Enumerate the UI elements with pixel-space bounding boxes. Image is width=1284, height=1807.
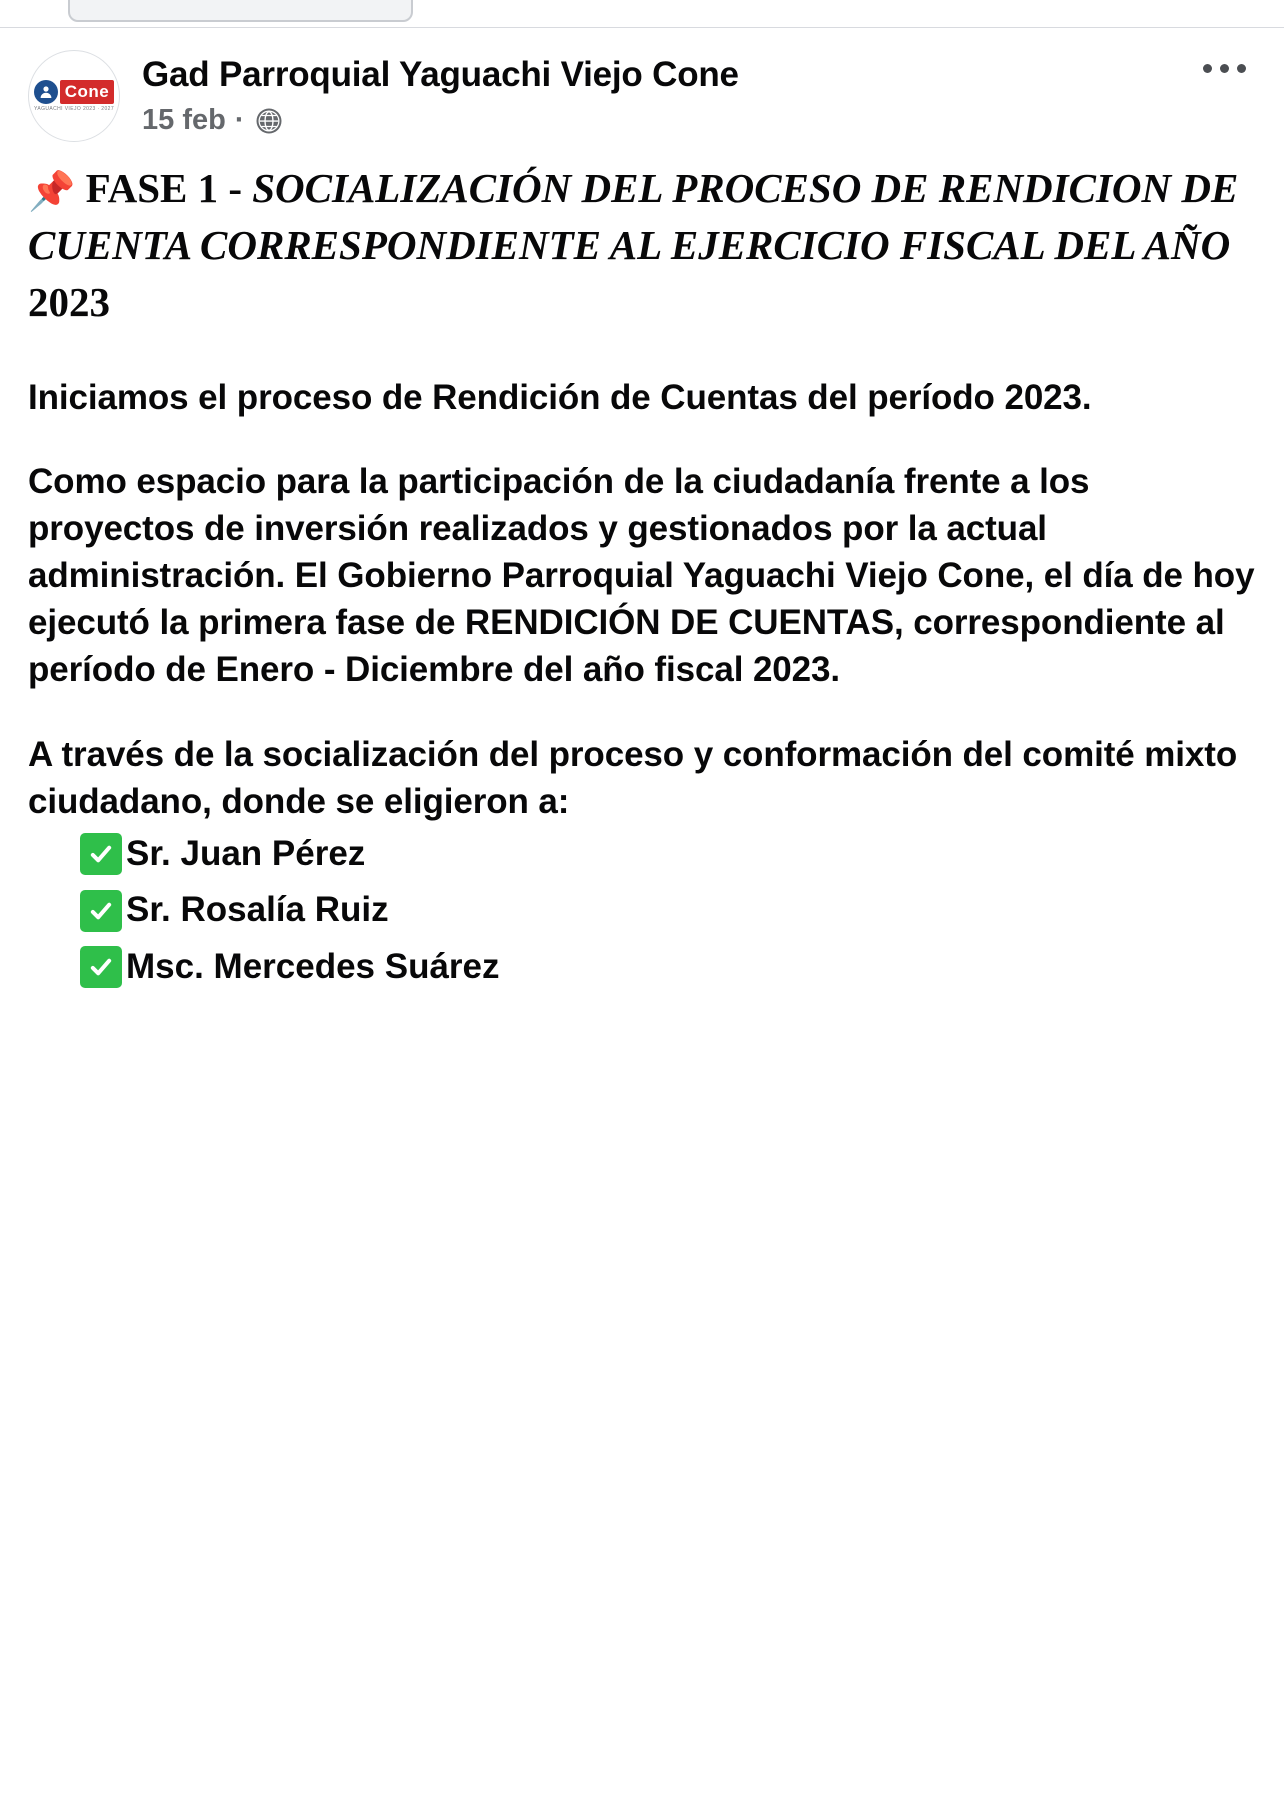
avatar[interactable] [28, 50, 120, 142]
post-meta-row [142, 103, 1192, 138]
check-icon [80, 890, 122, 932]
headline-prefix: FASE 1 - [85, 165, 253, 211]
post-paragraph-2: Como espacio para la participación de la ciudadanía frente a los proyectos de inversión realizados y gestionados por la actual administración. El Gobierno Parroquial Yaguachi Viejo Cone, el día de hoy ejecutó la primera fase de RENDICIÓN DE CUENTAS, correspondiente al período de Enero - Diciembre del año fiscal 2023. [28, 462, 1255, 690]
list-item-label: Sr. Juan Pérez [126, 833, 366, 873]
list-item-label: Sr. Rosalía Ruiz [126, 890, 389, 930]
headline-italic: SOCIALIZACIÓN DEL PROCESO DE RENDICION DE CUENTA CORRESPONDIENTE AL EJERCICIO FISCAL DEL AÑO [28, 165, 1239, 269]
avatar-logo-row [34, 80, 115, 104]
post-body [0, 142, 1284, 1006]
check-icon [80, 833, 122, 875]
list-item-label: Msc. Mercedes Suárez [126, 947, 500, 987]
avatar-subtitle: YAGUACHI VIEJO 2023 · 2027 [33, 105, 115, 112]
avatar-logo [31, 53, 117, 139]
list-item [80, 826, 1256, 883]
pushpin-icon: 📌 [28, 169, 76, 213]
spacer [28, 337, 1256, 375]
headline-year: 2023 [28, 279, 110, 326]
partial-search-chip[interactable] [68, 0, 413, 22]
top-partial-bar [0, 0, 1284, 28]
check-icon [80, 946, 122, 988]
spacer [28, 421, 1256, 459]
globe-icon[interactable] [254, 106, 284, 136]
list-item [80, 939, 1256, 996]
person-icon [34, 80, 58, 104]
post-header [0, 28, 1284, 142]
post-headline [28, 160, 1256, 331]
avatar-wordmark: Cone [60, 80, 115, 104]
post-paragraph-3: A través de la socialización del proceso y conformación del comité mixto ciudadano, donde se eligieron a: [28, 734, 1238, 821]
list-item [80, 882, 1256, 939]
page-name[interactable]: Gad Parroquial Yaguachi Viejo Cone [142, 55, 739, 94]
spacer [28, 694, 1256, 732]
post-options-button[interactable] [1192, 50, 1256, 102]
post-header-text [120, 50, 1192, 138]
elected-list [28, 826, 1256, 996]
post-date[interactable]: 15 feb [142, 104, 226, 137]
ellipsis-icon [1203, 64, 1246, 73]
post-paragraph-1: Iniciamos el proceso de Rendición de Cuentas del período 2023. [28, 377, 1092, 417]
meta-separator: · [234, 104, 245, 137]
